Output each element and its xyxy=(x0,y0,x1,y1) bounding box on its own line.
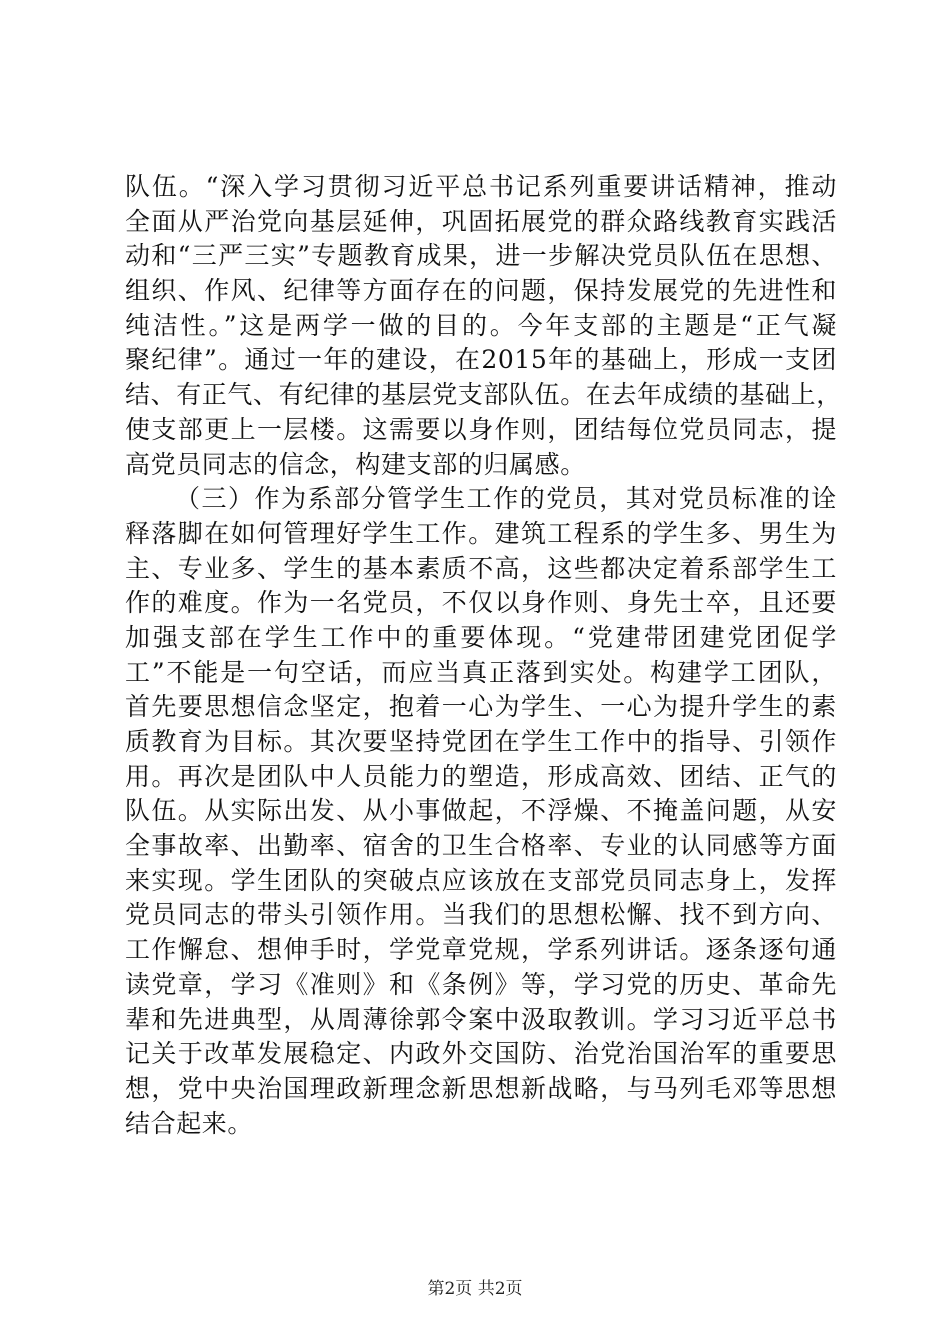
text-line: 纯洁性。”这是两学一做的目的。今年支部的主题是“正气凝 xyxy=(125,310,837,340)
text-line: 结合起来。 xyxy=(125,1108,254,1138)
text-line: 记关于改革发展稳定、内政外交国防、治党治国治军的重要思 xyxy=(125,1039,837,1069)
text-line: 动和“三严三实”专题教育成果，进一步解决党员队伍在思想、 xyxy=(125,241,837,271)
text-line: 工”不能是一句空话，而应当真正落到实处。构建学工团队， xyxy=(125,657,837,687)
text-line: 组织、作风、纪律等方面存在的问题，保持发展党的先进性和 xyxy=(125,276,837,306)
text-line: 高党员同志的信念，构建支部的归属感。 xyxy=(125,449,586,479)
text-line: （三）作为系部分管学生工作的党员，其对党员标准的诠 xyxy=(175,484,837,514)
text-line: 读党章，学习《准则》和《条例》等，学习党的历史、革命先 xyxy=(125,969,837,999)
text-line: 释落脚在如何管理好学生工作。建筑工程系的学生多、男生为 xyxy=(125,518,837,548)
text-line: 结、有正气、有纪律的基层党支部队伍。在去年成绩的基础上， xyxy=(125,380,842,410)
text-line: 全事故率、出勤率、宿舍的卫生合格率、专业的认同感等方面 xyxy=(125,831,837,861)
page-number: 第2页 共2页 xyxy=(427,1279,523,1299)
paragraph-2 xyxy=(125,482,837,1141)
text-line: 作的难度。作为一名党员，不仅以身作则、身先士卒，且还要 xyxy=(125,588,837,618)
text-line: 队伍。“深入学习贯彻习近平总书记系列重要讲话精神，推动 xyxy=(125,172,837,201)
text-line: 聚纪律”。通过一年的建设，在2015年的基础上，形成一支团 xyxy=(125,345,837,375)
text-line: 主、专业多、学生的基本素质不高，这些都决定着系部学生工 xyxy=(125,553,837,583)
document-body xyxy=(125,170,842,1141)
text-line: 党员同志的带头引领作用。当我们的思想松懈、找不到方向、 xyxy=(125,900,837,930)
text-line: 队伍。从实际出发、从小事做起，不浮燥、不掩盖问题，从安 xyxy=(125,796,837,826)
text-line: 想，党中央治国理政新理念新思想新战略，与马列毛邓等思想 xyxy=(125,1073,837,1103)
text-line: 用。再次是团队中人员能力的塑造，形成高效、团结、正气的 xyxy=(125,761,837,791)
text-line: 质教育为目标。其次要坚持党团在学生工作中的指导、引领作 xyxy=(125,727,837,756)
text-line: 工作懈怠、想伸手时，学党章党规，学系列讲话。逐条逐句通 xyxy=(125,935,837,965)
text-line: 使支部更上一层楼。这需要以身作则，团结每位党员同志，提 xyxy=(125,414,837,444)
text-line: 来实现。学生团队的突破点应该放在支部党员同志身上，发挥 xyxy=(125,865,837,895)
text-line: 加强支部在学生工作中的重要体现。“党建带团建党团促学 xyxy=(125,622,837,652)
paragraph-1 xyxy=(125,170,842,482)
text-line: 辈和先进典型，从周薄徐郭令案中汲取教训。学习习近平总书 xyxy=(125,1004,837,1034)
text-line: 首先要思想信念坚定，抱着一心为学生、一心为提升学生的素 xyxy=(125,692,837,722)
text-line: 全面从严治党向基层延伸，巩固拓展党的群众路线教育实践活 xyxy=(125,206,837,236)
page-footer xyxy=(0,1278,950,1300)
